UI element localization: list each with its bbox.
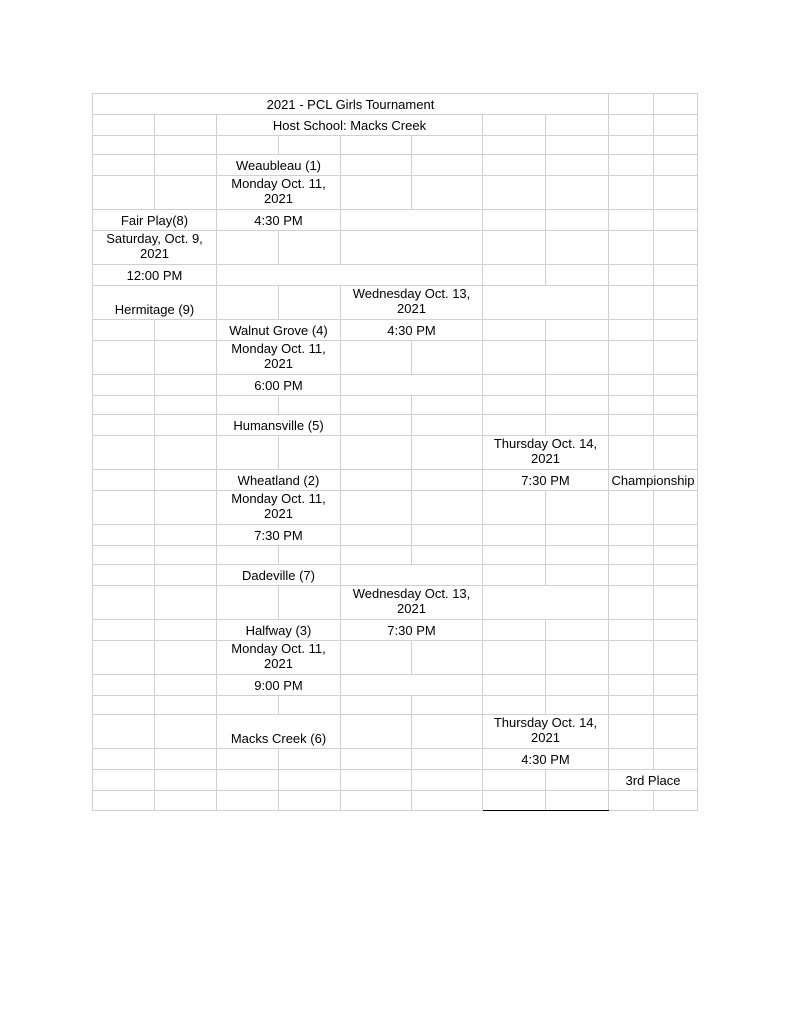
third-place-label: 3rd Place (609, 770, 698, 791)
semifinal1-date: Wednesday Oct. 13, 2021 (341, 286, 483, 320)
tournament-sheet (92, 93, 698, 811)
semifinal1-time: 4:30 PM (341, 320, 483, 341)
game3-date: Monday Oct. 11, 2021 (217, 491, 341, 525)
game4-date: Monday Oct. 11, 2021 (217, 641, 341, 675)
host-school: Host School: Macks Creek (217, 115, 483, 136)
team-weaubleau: Weaubleau (1) (217, 155, 341, 176)
play-in-date: Saturday, Oct. 9, 2021 (93, 231, 217, 265)
championship-date: Thursday Oct. 14, 2021 (483, 436, 609, 470)
game3-time: 7:30 PM (217, 525, 341, 546)
championship-time: 7:30 PM (483, 470, 609, 491)
championship-label: Championship (609, 470, 698, 491)
third-place-time: 4:30 PM (483, 749, 609, 770)
team-fair-play: Fair Play(8) (93, 210, 217, 231)
semifinal2-time: 7:30 PM (341, 620, 483, 641)
team-humansville: Humansville (5) (217, 415, 341, 436)
team-macks-creek: Macks Creek (6) (217, 715, 341, 749)
play-in-time: 12:00 PM (93, 265, 217, 286)
team-dadeville: Dadeville (7) (217, 565, 341, 586)
game4-time: 9:00 PM (217, 675, 341, 696)
third-place-date: Thursday Oct. 14, 2021 (483, 715, 609, 749)
game1-time: 4:30 PM (217, 210, 341, 231)
bracket-table (92, 93, 698, 811)
team-hermitage: Hermitage (9) (93, 286, 217, 320)
team-halfway: Halfway (3) (217, 620, 341, 641)
page-title: 2021 - PCL Girls Tournament (93, 94, 609, 115)
game2-date: Monday Oct. 11, 2021 (217, 341, 341, 375)
semifinal2-date: Wednesday Oct. 13, 2021 (341, 586, 483, 620)
game1-date: Monday Oct. 11, 2021 (217, 176, 341, 210)
team-wheatland: Wheatland (2) (217, 470, 341, 491)
team-walnut-grove: Walnut Grove (4) (217, 320, 341, 341)
game2-time: 6:00 PM (217, 375, 341, 396)
